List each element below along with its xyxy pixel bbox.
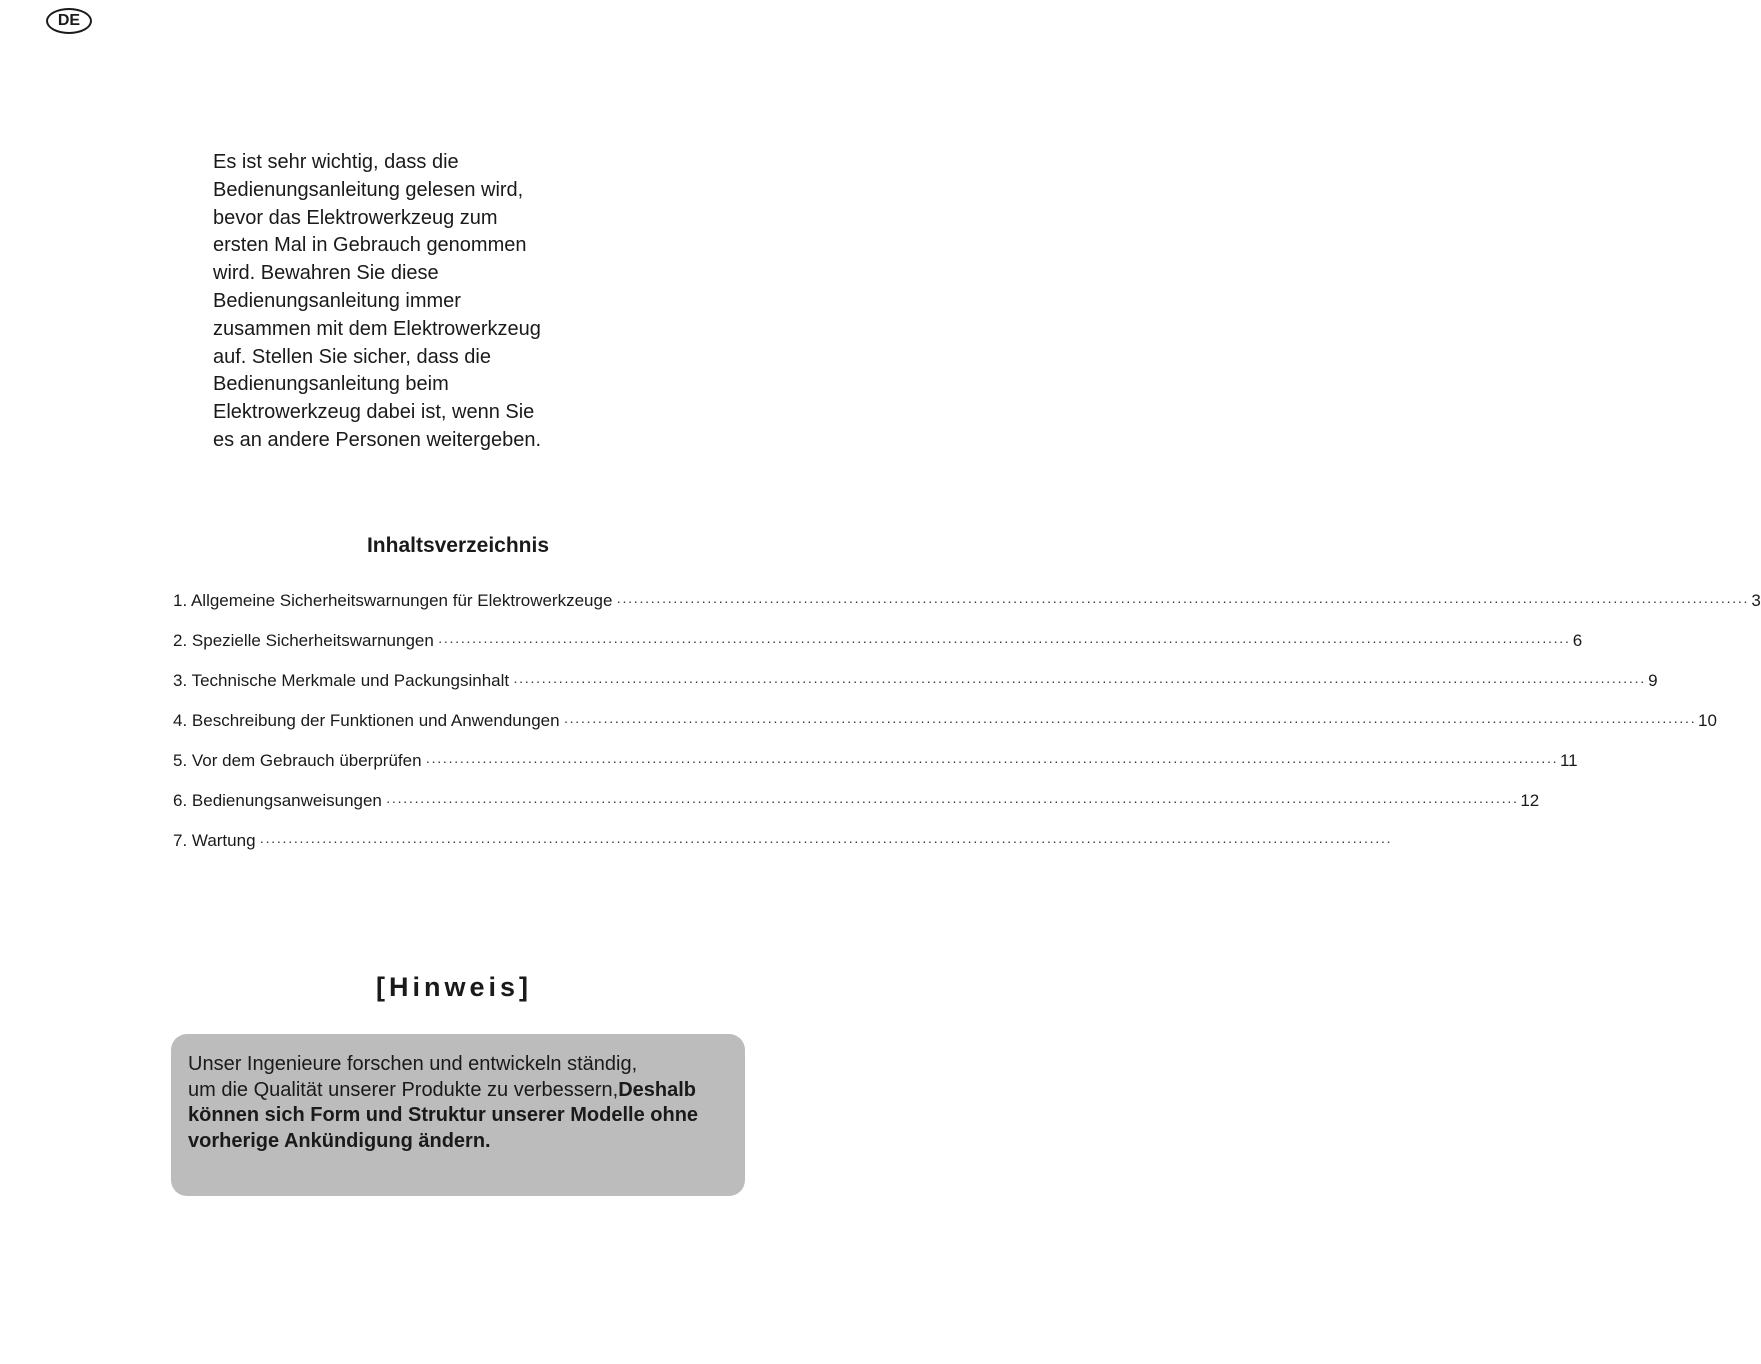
- language-badge: DE: [46, 8, 92, 34]
- toc-entry-page: 11: [1559, 751, 1578, 770]
- toc-leader-dots: ········································································································································································································: [385, 793, 1519, 809]
- toc-entry-label: 4. Beschreibung der Funktionen und Anwendungen: [173, 711, 560, 730]
- intro-line: bevor das Elektrowerkzeug zum: [213, 206, 498, 229]
- toc-entry-page: 9: [1648, 671, 1658, 690]
- toc-leader-dots: ········································································································································································································: [616, 593, 1749, 609]
- toc-entry-label: 2. Spezielle Sicherheitswarnungen: [173, 631, 434, 650]
- intro-line: es an andere Personen weitergeben.: [213, 428, 542, 451]
- note-line: [188, 1103, 731, 1129]
- intro-line: ersten Mal in Gebrauch genommen: [213, 234, 527, 257]
- toc-entry[interactable]: [173, 831, 1392, 871]
- table-of-contents: [173, 591, 1761, 871]
- note-box: [171, 1034, 745, 1196]
- toc-title: Inhaltsverzeichnis: [366, 534, 550, 557]
- toc-entry-page: 6: [1572, 631, 1583, 650]
- toc-entry[interactable]: [173, 711, 1717, 751]
- note-line: Unser Ingenieure forschen und entwickeln ständig,: [188, 1053, 638, 1075]
- note-line-bold: Deshalb: [618, 1078, 697, 1101]
- intro-line: Bedienungsanleitung beim: [213, 373, 449, 396]
- intro-line: wird. Bewahren Sie diese: [213, 262, 439, 285]
- note-title: [Hinweis]: [375, 972, 532, 1002]
- toc-entry-page: 12: [1520, 791, 1540, 810]
- toc-entry-label: 5. Vor dem Gebrauch überprüfen: [173, 751, 422, 770]
- intro-line: Es ist sehr wichtig, dass die: [213, 151, 459, 173]
- note-line-bold: können sich Form und Struktur unserer Modelle ohne: [188, 1104, 699, 1126]
- toc-entry-label: 7. Wartung: [173, 831, 256, 850]
- toc-entry[interactable]: [173, 671, 1658, 711]
- toc-entry-label: 1. Allgemeine Sicherheitswarnungen für Elektrowerkzeuge: [173, 591, 613, 610]
- toc-leader-dots: ········································································································································································································: [437, 633, 1571, 649]
- note-line-regular: um die Qualität unserer Produkte zu verbessern,: [188, 1078, 619, 1101]
- note-line: [188, 1078, 731, 1104]
- toc-entry[interactable]: [173, 791, 1540, 831]
- toc-entry-label: 6. Bedienungsanweisungen: [173, 791, 382, 810]
- toc-leader-dots: ········································································································································································································: [513, 673, 1646, 689]
- toc-leader-dots: ········································································································································································································: [259, 833, 1392, 849]
- intro-line: Bedienungsanleitung immer: [213, 289, 461, 312]
- toc-entry-label: 3. Technische Merkmale und Packungsinhalt: [173, 671, 510, 690]
- intro-paragraph: [213, 149, 593, 455]
- note-line: [188, 1129, 731, 1155]
- intro-line: Elektrowerkzeug dabei ist, wenn Sie: [213, 401, 535, 424]
- intro-line: auf. Stellen Sie sicher, dass die: [213, 345, 491, 368]
- toc-leader-dots: ········································································································································································································: [425, 753, 1558, 769]
- intro-line: zusammen mit dem Elektrowerkzeug: [213, 317, 541, 340]
- toc-entry[interactable]: [173, 631, 1583, 671]
- toc-entry-page: 10: [1698, 711, 1717, 730]
- toc-entry-page: 3: [1751, 591, 1761, 610]
- toc-entry[interactable]: [173, 591, 1761, 631]
- intro-line: Bedienungsanleitung gelesen wird,: [213, 178, 524, 201]
- note-line-bold: vorherige Ankündigung ändern.: [188, 1129, 491, 1152]
- toc-entry[interactable]: [173, 751, 1578, 791]
- toc-leader-dots: ········································································································································································································: [563, 713, 1696, 729]
